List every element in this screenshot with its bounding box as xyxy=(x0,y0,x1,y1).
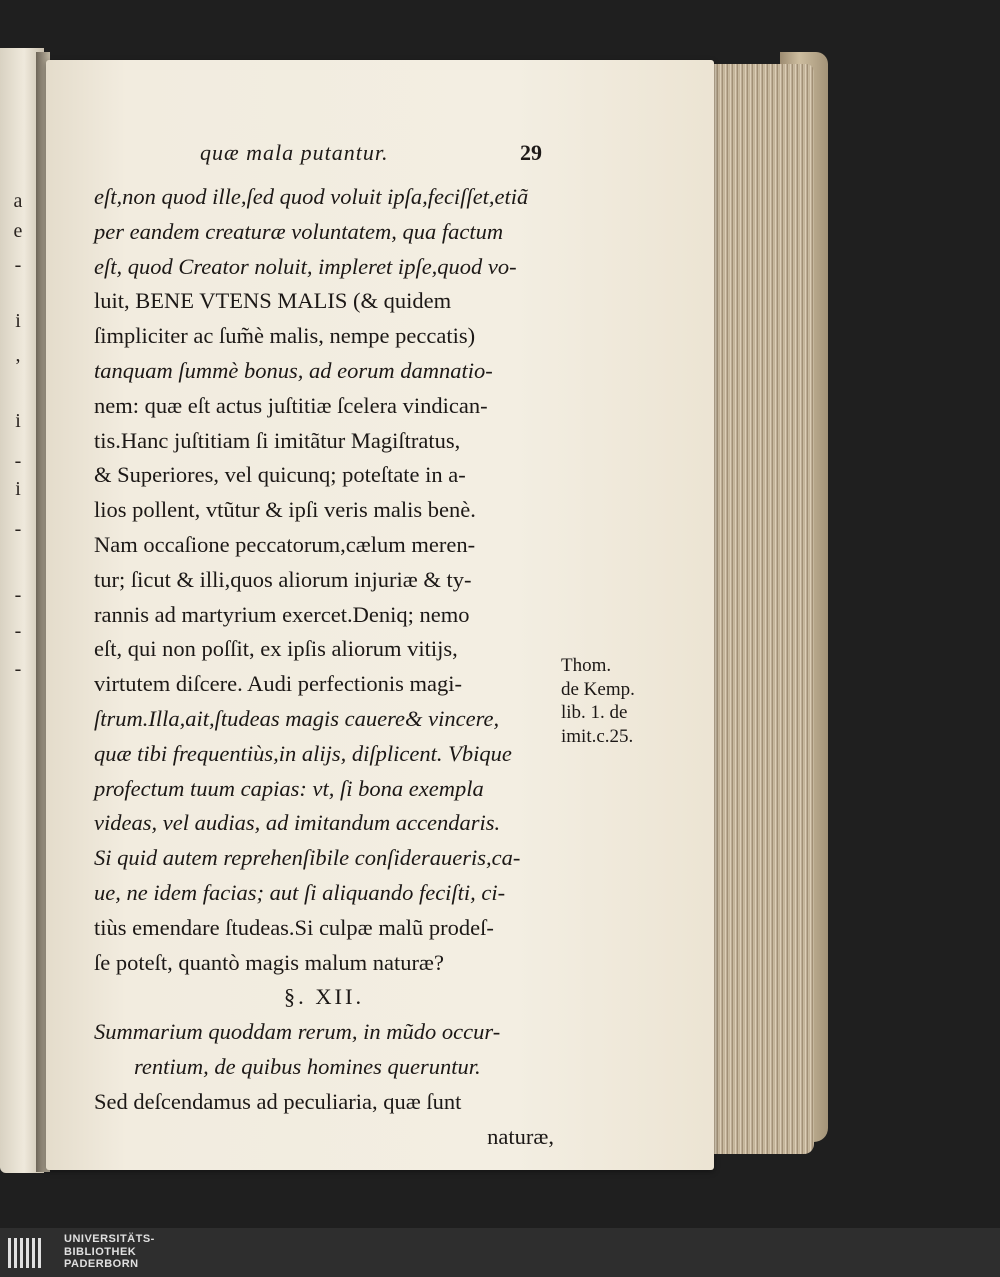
left-page-fragment: a xyxy=(13,190,23,212)
text-line: tur; ſicut & illi,quos aliorum injuriæ & ty- xyxy=(94,566,472,592)
left-page-fragment: - xyxy=(14,658,22,680)
left-page-fragment: i xyxy=(15,410,21,432)
left-page-fragment: - xyxy=(14,518,22,540)
text-line: eſt,non quod ille,ſed quod voluit ipſa,feciſſet,etiã xyxy=(94,184,529,209)
text-line: ue, ne idem facias; aut ſi aliquando feciſti, ci- xyxy=(94,879,506,905)
page-number: 29 xyxy=(520,140,542,165)
text-line: luit, BENE VTENS MALIS (& quidem xyxy=(94,288,452,314)
left-page-fragment: i xyxy=(15,310,21,332)
library-logo-icon xyxy=(6,1234,44,1272)
summary-line: Summarium quoddam rerum, in mũdo occur- xyxy=(94,1019,501,1045)
text-line: Sed deſcendamus ad peculiaria, quæ ſunt xyxy=(94,1088,462,1114)
left-page-fragment: - xyxy=(14,584,22,606)
body-text xyxy=(94,180,554,1154)
text-line: Nam occaſione peccatorum,cælum meren- xyxy=(94,531,476,557)
text-line: Si quid autem reprehenſibile conſideraueris,ca- xyxy=(94,845,521,871)
left-page-fragment: i xyxy=(15,478,21,500)
text-line: ſimpliciter ac ſum̃è malis, nempe peccatis) xyxy=(94,323,476,349)
text-line: virtutem diſcere. Audi perfectionis magi- xyxy=(94,671,463,697)
library-footer xyxy=(0,1228,1000,1277)
library-name xyxy=(64,1233,155,1271)
text-line: eſt, qui non poſſit, ex ipſis aliorum vitijs, xyxy=(94,636,458,662)
text-line: eſt, quod Creator noluit, impleret ipſe,quod vo- xyxy=(94,253,517,279)
text-line: ſtrum.Illa,ait,ſtudeas magis cauere& vincere, xyxy=(94,705,500,731)
text-line: nem: quæ eſt actus juſtitiæ ſcelera vindican- xyxy=(94,392,488,418)
left-page-fragment: , xyxy=(15,344,21,366)
text-line: ſe poteſt, quantò magis malum naturæ? xyxy=(94,949,444,975)
text-line: tiùs emendare ſtudeas.Si culpæ malũ prodeſ- xyxy=(94,914,494,940)
marginal-note-line: Thom. xyxy=(561,655,612,676)
text-line: tis.Hanc juſtitiam ſi imitãtur Magiſtratus, xyxy=(94,427,461,453)
text-line: rannis ad martyrium exercet.Deniq; nemo xyxy=(94,601,470,627)
summary-line: rentium, de quibus homines queruntur. xyxy=(134,1053,481,1079)
text-line: per eandem creaturæ voluntatem, qua factum xyxy=(94,218,504,244)
text-line: profectum tuum capias: vt, ſi bona exempla xyxy=(94,775,484,801)
text-line: & Superiores, vel quicunq; poteſtate in a- xyxy=(94,462,466,488)
marginal-note xyxy=(561,654,671,748)
library-name-line: PADERBORN xyxy=(64,1258,139,1270)
text-line: videas, vel audias, ad imitandum accendaris. xyxy=(94,810,501,836)
left-page-fragment: - xyxy=(14,254,22,276)
section-heading: §. XII. xyxy=(283,984,365,1010)
marginal-note-line: imit.c.25. xyxy=(561,725,634,747)
left-page-fragment: e xyxy=(13,220,23,242)
text-line: quæ tibi frequentiùs,in alijs, diſplicent. Vbique xyxy=(94,740,512,766)
text-line: lios pollent, vtũtur & ipſi veris malis benè. xyxy=(94,497,476,523)
marginal-note-line: lib. 1. de xyxy=(561,702,628,723)
running-header: quæ mala putantur. xyxy=(200,140,389,165)
left-page-fragment: - xyxy=(14,450,22,472)
library-name-line: UNIVERSITÄTS- xyxy=(64,1233,155,1245)
left-page-fragment: - xyxy=(14,620,22,642)
catchword: naturæ, xyxy=(487,1123,554,1149)
library-name-line: BIBLIOTHEK xyxy=(64,1245,137,1258)
marginal-note-line: de Kemp. xyxy=(561,678,635,700)
text-line: tanquam ſummè bonus, ad eorum damnatio- xyxy=(94,357,493,383)
